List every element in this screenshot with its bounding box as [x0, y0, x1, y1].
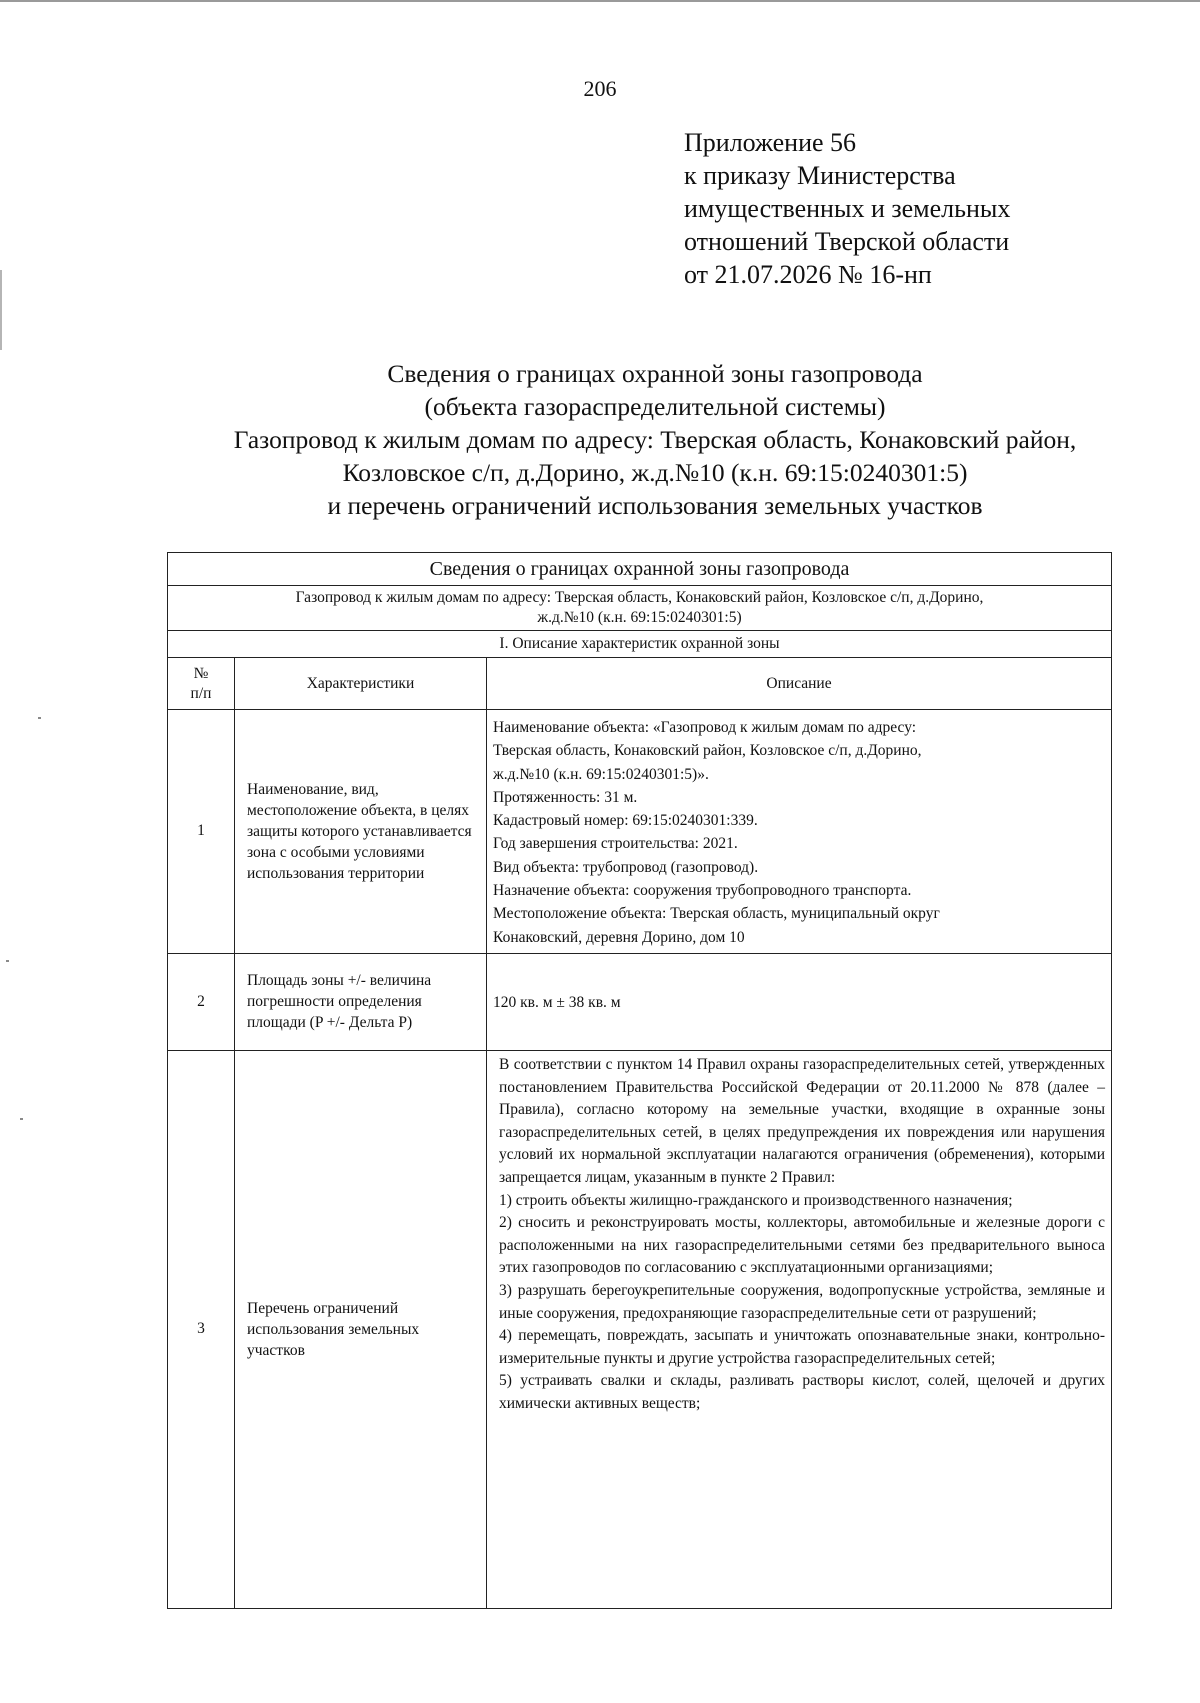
- restriction-paragraph: 5) устраивать свалки и склады, разливать растворы кислот, солей, щелочей и других химически активных веществ;: [499, 1372, 1106, 1412]
- restriction-paragraph: 1) строить объекты жилищно-гражданского и производственного назначения;: [499, 1191, 1013, 1209]
- row-number: 3: [168, 1050, 235, 1608]
- title-line: (объекта газораспределительной системы): [424, 392, 886, 421]
- title-line: и перечень ограничений использования земельных участков: [327, 491, 983, 520]
- object-name-line: Газопровод к жилым домам по адресу: Тверская область, Конаковский район, Козловское с/п, д.Дорино,: [295, 589, 984, 606]
- appendix-line: Приложение 56: [684, 128, 857, 157]
- appendix-line: к приказу Министерства: [684, 161, 956, 190]
- page-number: 206: [583, 76, 617, 101]
- restriction-paragraph: 4) перемещать, повреждать, засыпать и уничтожать опознавательные знаки, контрольно-измерительные пункты и другие устройства газораспределительных сетей;: [499, 1327, 1106, 1367]
- table-header: Сведения о границах охранной зоны газопровода: [168, 553, 1112, 586]
- table-object-name: [168, 586, 1112, 631]
- title-line: Газопровод к жилым домам по адресу: Тверская область, Конаковский район,: [233, 425, 1077, 454]
- appendix-line: имущественных и земельных: [684, 194, 1011, 223]
- scan-speck: [20, 1118, 23, 1120]
- table-section-title: I. Описание характеристик охранной зоны: [168, 631, 1112, 658]
- title-line: Сведения о границах охранной зоны газопровода: [387, 359, 923, 388]
- row-characteristic: Площадь зоны +/- величина погрешности определения площади (P +/- Дельта P): [235, 953, 487, 1050]
- scan-speck: [6, 960, 9, 962]
- table-row: [168, 710, 1112, 954]
- object-name-line: ж.д.№10 (к.н. 69:15:0240301:5): [537, 609, 742, 626]
- row-characteristic: Наименование, вид, местоположение объекта, в целях защиты которого устанавливается зона с особыми условиями использования территории: [235, 710, 487, 954]
- restriction-paragraph: 3) разрушать берегоукрепительные сооружения, водопропускные устройства, земляные и иные сооружения, предохраняющие газораспределительные сети от разрушений;: [499, 1281, 1106, 1322]
- title-line: Козловское с/п, д.Дорино, ж.д.№10 (к.н. 69:15:0240301:5): [342, 458, 968, 487]
- zone-table: [167, 552, 1112, 1609]
- appendix-line: отношений Тверской области: [684, 227, 1010, 256]
- row-description: [487, 1050, 1112, 1608]
- appendix-line: от 21.07.2026 № 16-нп: [684, 260, 932, 289]
- row-characteristic: Перечень ограничений использования земельных участков: [235, 1050, 487, 1608]
- appendix-block: [684, 126, 1010, 291]
- column-header-characteristics: Характеристики: [235, 658, 487, 710]
- document-title: [0, 357, 1200, 522]
- row-number: 1: [168, 710, 235, 954]
- table-row: [168, 953, 1112, 1050]
- row-description: 120 кв. м ± 38 кв. м: [487, 953, 1112, 1050]
- table-row: [168, 1050, 1112, 1608]
- row-description: Наименование объекта: «Газопровод к жилым домам по адресу: Тверская область, Конаковский район, Козловское с/п, д.Дорино, ж.д.№10 (к.н. 69:15:0240301:5)». Протяженность: 31 м. Кадастровый номер: 69:15:0240301:339. Год завершения строительства: 2021. Вид объекта: трубопровод (газопровод). Назначение объекта: сооружения трубопроводного транспорта. Местоположение объекта: Тверская область, муниципальный округ Конаковский, деревня Дорино, дом 10: [487, 710, 1112, 954]
- restriction-paragraph: В соответствии с пунктом 14 Правил охраны газораспределительных сетей, утвержденных постановлением Правительства Российской Федерации от 20.11.2000 № 878 (далее – Правила), согласно которому на земельные участки, входящие в охранные зоны газораспределительных сетей, в целях предупреждения их повреждения или нарушения условий их нормальной эксплуатации налагаются ограничения (обременения), которыми запрещается лицам, указанным в пункте 2 Правил:: [499, 1055, 1106, 1186]
- scan-left-edge: [0, 270, 2, 350]
- scan-top-edge: [0, 0, 1200, 2]
- column-header-description: Описание: [487, 658, 1112, 710]
- scan-speck: [38, 717, 41, 719]
- restriction-paragraph: 2) сносить и реконструировать мосты, коллекторы, автомобильные и железные дороги с расположенными на них газораспределительными сетями без предварительного выноса этих газопроводов по согласованию с эксплуатационными организациями;: [499, 1214, 1106, 1277]
- row-number: 2: [168, 953, 235, 1050]
- column-header-number: № п/п: [168, 658, 235, 710]
